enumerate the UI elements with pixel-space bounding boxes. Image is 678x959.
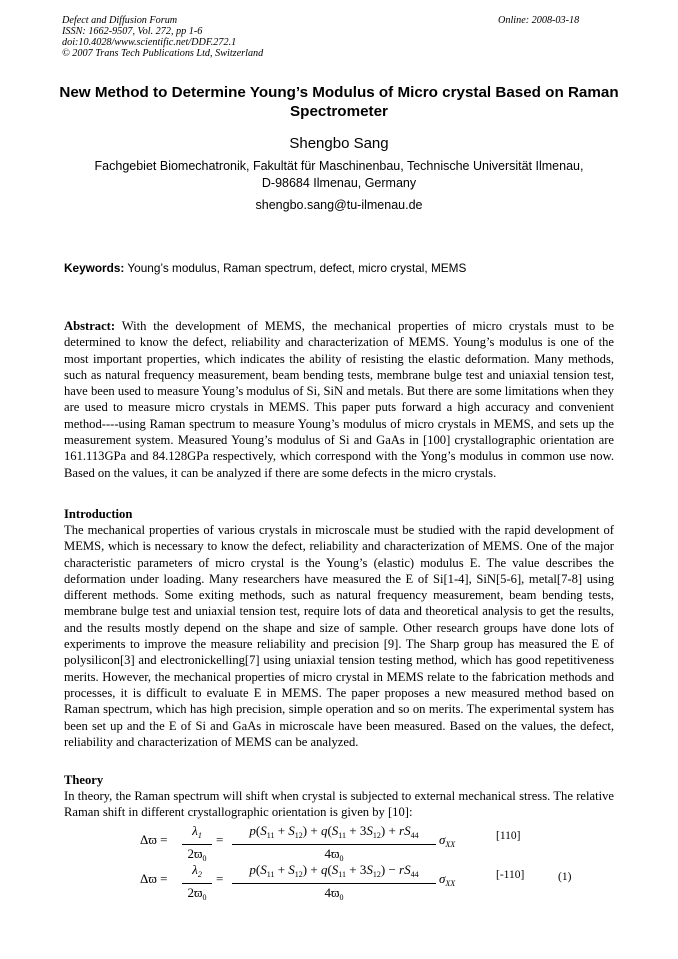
equation-minus-110 xyxy=(140,861,572,902)
paper-title: New Method to Determine Young’s Modulus of Micro crystal Based on Raman Spectrometer xyxy=(59,84,619,120)
compliance-fraction: $\frac{p(S_{11} + S_{12}) + q(S_{11} + 3S_{12}) - rS_{44}}{4ϖ_0}$ xyxy=(232,861,436,906)
equation-lhs: Δϖ = xyxy=(140,832,168,847)
keywords-list: Young’s modulus, Raman spectrum, defect, micro crystal, MEMS xyxy=(127,261,467,275)
equals-sign: = xyxy=(216,871,224,886)
compliance-fraction: $\frac{p(S_{11} + S_{12}) + q(S_{11} + 3S_{12}) + rS_{44}}{4ϖ_0}$ xyxy=(232,822,436,867)
lambda-fraction xyxy=(182,861,212,906)
online-date: Online: 2008-03-18 xyxy=(498,15,580,26)
equation-number: (1) xyxy=(558,871,572,883)
lambda-symbol: λ xyxy=(192,862,198,877)
journal-header xyxy=(62,15,263,59)
omega-subscript: 0 xyxy=(202,893,207,902)
theory-heading: Theory xyxy=(64,773,104,787)
doi: doi:10.4028/www.scientific.net/DDF.272.1 xyxy=(62,37,237,48)
lambda-symbol: λ xyxy=(192,823,198,838)
omega-denominator: 2ϖ xyxy=(187,846,203,861)
orientation-label: [-110] xyxy=(496,869,525,881)
introduction-text: The mechanical properties of various crystals in microscale must be studied with the rapid development of MEMS, which is necessary to know the defect, reliability and characterization of MEMS. One of the major characteristic parameters of micro crystal is the Young’s (elastic) modulus E. The value describes the deformation under loading. Many researchers have measured the E of Si[1-4], SiN[5-6], metal[7-8] using different methods. Some exiting methods, such as natural frequency measurement, beam bending tests, membrane bulge test and uniaxial tension test, require lots of data and theoretical analysis to get the results, and the results mostly depend on the shape and size of sample. Other research groups have done lots of experiments to improve the measure reliability and precision [9]. The Sharp group has measured the E of polysilicon[3] and electronickelling[7] using uniaxial tension testing method, which has good repetitiveness merits. However, the mechanical properties of micro crystal in MEMS relate to the fabrication methods and processes, it is difficult to evaluate E in MEMS. The paper proposes a new measured method based on Raman spectrum, which has high precision, simple operation and so on merits. The experimental system has been set up and the E of Si and GaAs in microscale have been measured. Based on the values, the defect, reliability and characterization of MEMS can be analyzed. xyxy=(64,523,614,749)
sigma-xx: $\sigma_{XX}$ xyxy=(439,832,456,849)
keywords xyxy=(64,261,624,276)
journal-name: Defect and Diffusion Forum xyxy=(62,15,178,26)
lambda-subscript: 2 xyxy=(197,870,202,879)
lambda-subscript: 1 xyxy=(197,831,202,840)
equals-sign: = xyxy=(216,832,224,847)
omega-subscript: 0 xyxy=(202,854,207,863)
issn: ISSN: 1662-9507, Vol. 272, pp 1-6 xyxy=(62,26,203,37)
author-name: Shengbo Sang xyxy=(289,135,389,152)
abstract-text: With the development of MEMS, the mechanical properties of micro crystals must to be determined to know the defect, reliability and characterization of MEMS. Young’s modulus is one of the most important properties, which indicates the ability of resisting the elastic deformation. Many methods, such as natural frequency measurement, beam bending tests, membrane bulge test and uniaxial tension test, have been used to measure Young’s modulus of Si, SiN and metals. But there are some limitations when they are used to measure micro crystals in MEMS. This paper puts forward a high accuracy and convenient method----using Raman spectrum to measure Young’s modulus of micro crystals in MEMS, and sets up the measurement system. Measured Young’s modulus of Si and GaAs in [100] crystallographic orientation are 161.113GPa and 84.128GPa respectively, which correspond with the Yong’s modulus in common use now. Based on the values, it can be analyzed if there are some defects in the micro crystals. xyxy=(64,319,614,480)
affiliation-line-2: D-98684 Ilmenau, Germany xyxy=(261,176,417,190)
copyright: © 2007 Trans Tech Publications Ltd, Switzerland xyxy=(62,48,264,59)
equation-lhs: Δϖ = xyxy=(140,871,168,886)
sigma-xx: $\sigma_{XX}$ xyxy=(439,871,456,888)
affiliation xyxy=(40,158,638,192)
r-term-sign: + xyxy=(388,823,396,838)
r-term-sign: − xyxy=(388,862,396,877)
theory-text: In theory, the Raman spectrum will shift when crystal is subjected to external mechanical stress. The relative Raman shift in different crystallographic orientation is given by [10]: xyxy=(64,789,614,820)
orientation-label: [110] xyxy=(496,830,521,842)
affiliation-line-1: Fachgebiet Biomechatronik, Fakultät für Maschinenbau, Technische Universität Ilmenau, xyxy=(94,159,584,173)
abstract xyxy=(64,318,614,481)
introduction-heading: Introduction xyxy=(64,507,133,521)
keywords-label: Keywords: xyxy=(64,261,125,275)
abstract-label: Abstract: xyxy=(64,319,116,333)
author-email: shengbo.sang@tu-ilmenau.de xyxy=(255,198,423,212)
equation-110 xyxy=(140,822,540,862)
omega-denominator: 2ϖ xyxy=(187,885,203,900)
